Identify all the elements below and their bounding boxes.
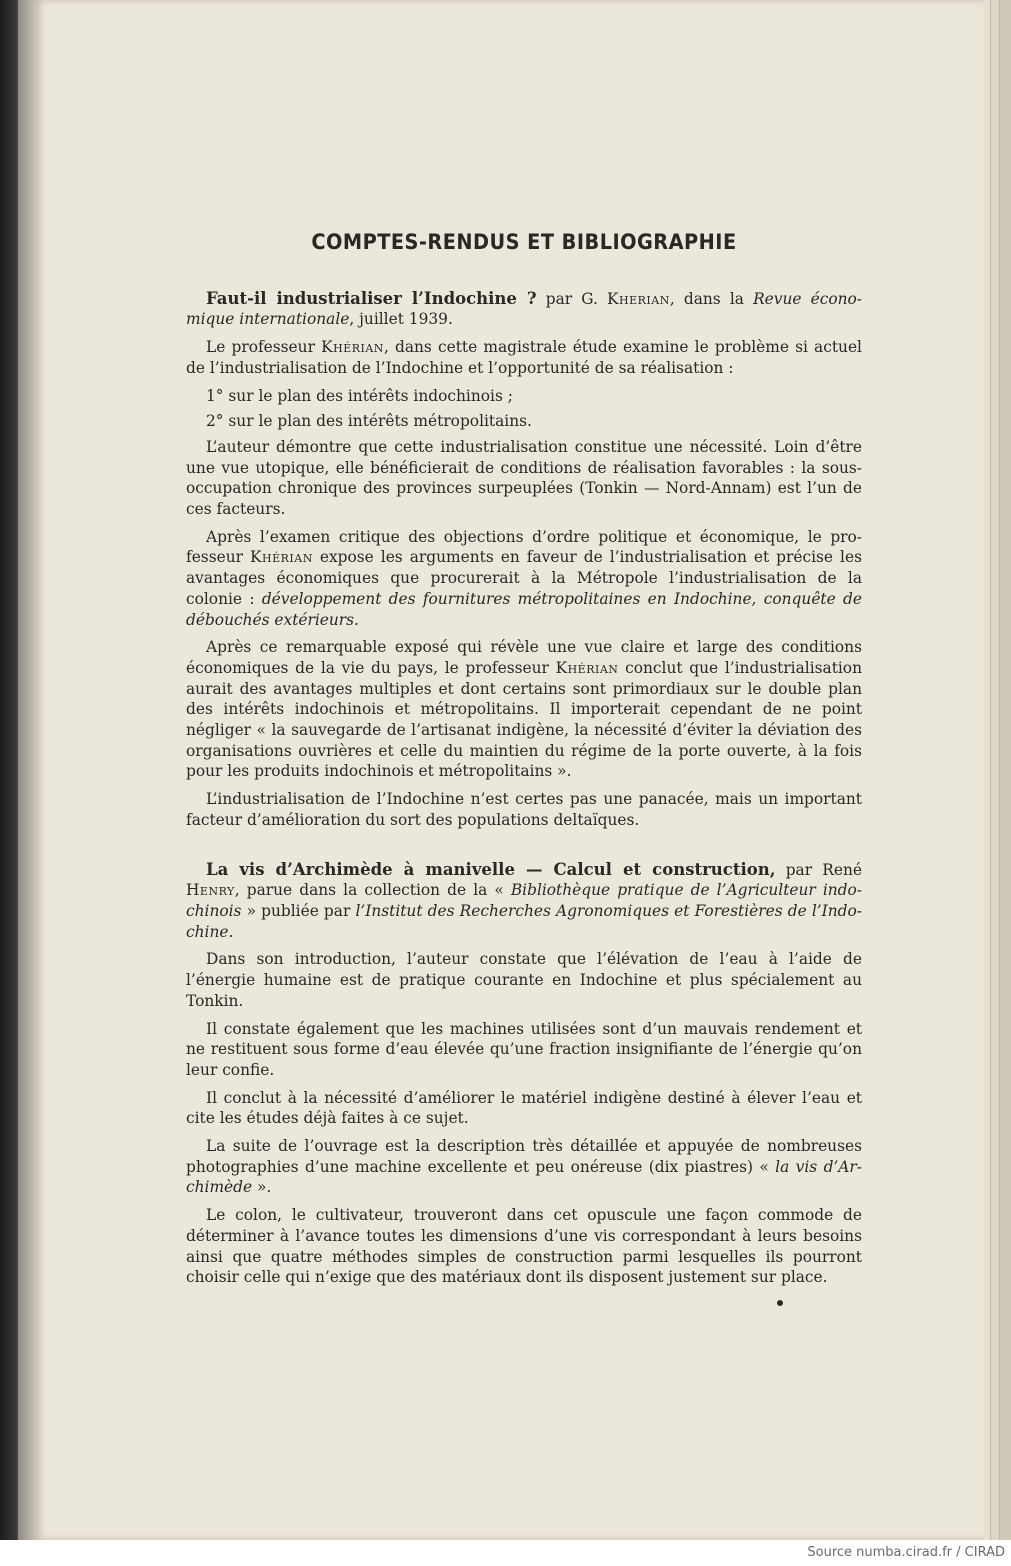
text-run: Après ce remarquable exposé qui révèle une vue claire et large des conditions économiques de la vie du pays, le professeur (186, 638, 862, 677)
review-2-paragraph: Le colon, le cultivateur, trouveront dans cet opuscule une façon commode de déterminer à l’avance toutes les dimensions d’une vis correspondant à leurs besoins ainsi que quatre méthodes simples de construction parmi lesquelles ils pourront choisir celle qui n’exige que des matériaux dont ils disposent justement sur place. (186, 1206, 862, 1287)
review-1-paragraph (186, 637, 862, 782)
review-2-title: La vis d’Archimède à manivelle — Calcul et construction, (206, 859, 776, 879)
review-1-author: Kherian (607, 289, 670, 308)
review-2-publisher: l’Institut des Recherches Agronomiques et Forestières de l’Indochine. (186, 901, 862, 941)
review-2-collection: Bibliothèque pratique de l’Agriculteur indochinois (186, 881, 862, 920)
review-1-journal: Revue économique internationale (186, 289, 862, 329)
review-2-heading (186, 860, 862, 943)
review-1-title: Faut-il industrialiser l’Indochine ? (206, 288, 537, 308)
section-spacer (186, 838, 862, 860)
text-run: La suite de l’ouvrage est la description très détaillée et appuyée de nombreuses photographies d’une machine excellente et peu onéreuse (dix piastres) « (186, 1137, 862, 1176)
text-run: » publiée par (241, 901, 356, 920)
italic-text: développement des fournitures métropolitaines en Indochine, conquête de débouchés extérieurs. (186, 589, 862, 629)
review-2-paragraph: Il constate également que les machines utilisées sont d’un mauvais rendement et ne restituent sous forme d’eau élevée qu’une fraction insignifiante de l’énergie qu’on leur confie. (186, 1019, 862, 1079)
review-1-in: , dans la (669, 289, 754, 308)
review-1-heading (186, 289, 862, 330)
list-item: 2° sur le plan des intérêts métropolitains. (206, 412, 532, 431)
text-run: expose les arguments en faveur de l’industrialisation et précise les avantages économiques que procurerait à la Métropole l’industrialisation de la colonie : (186, 548, 862, 608)
text-run: conclut que l’industrialisation aurait des avantages multiples et dont certains sont primordiaux sur le double plan des intérêts indochinois et métropolitains. Il importerait cependant de ne point négliger « la sauvegarde de l’artisanat indigène, la nécessité d’éviter la déviation des organisations ouvrières et celle du maintien du régime de la porte ouverte, à la fois pour les produits indochinois et métropolitains ». (186, 658, 862, 781)
source-credit: Source numba.cirad.fr / CIRAD (807, 1545, 1005, 1560)
list-item: 1° sur le plan des intérêts indochinois ; (206, 386, 513, 405)
review-1-by: par G. (536, 289, 608, 308)
page-title: COMPTES-RENDUS ET BIBLIOGRAPHIE (311, 230, 737, 254)
review-1-paragraph: L’industrialisation de l’Indochine n’est certes pas une panacée, mais un important facteur d’amélioration du sort des populations deltaïques. (186, 790, 862, 829)
review-1-paragraph (186, 527, 862, 631)
text-run: , parue dans la collection de la « (234, 881, 511, 900)
review-2-paragraph: Dans son introduction, l’auteur constate que l’élévation de l’eau à l’aide de l’énergie humaine est de pratique courante en Indochine et plus spécialement au Tonkin. (186, 950, 862, 1010)
review-2-by: par René (775, 860, 862, 879)
author-name: Khérian (321, 338, 384, 357)
review-2-author: Henry (186, 881, 235, 900)
text-run: , dans cette magistrale étude examine le problème si actuel de l’industrialisation de l’Indochine et l’opportunité de sa réalisation : (186, 338, 862, 377)
text-run: ». (252, 1178, 272, 1197)
page-text (186, 232, 862, 1295)
author-name: Khérian (250, 548, 313, 567)
review-2-paragraph (186, 1136, 862, 1198)
text-run: Après l’examen critique des objections d’ordre politique et économique, le professeur (186, 527, 862, 567)
review-1-paragraph (186, 337, 862, 378)
text-run: Le professeur (206, 338, 322, 357)
italic-text: la vis d’Archimède (186, 1157, 862, 1197)
page-stack-edge (999, 0, 1011, 1540)
review-2-paragraph: Il conclut à la nécessité d’améliorer le matériel indigène destiné à élever l’eau et cite les études déjà faites à ce sujet. (186, 1088, 862, 1128)
review-1-paragraph: L’auteur démontre que cette industrialisation constitue une nécessité. Loin d’être une vue utopique, elle bénéficierait de conditions de réalisation favorables : la sous-occupation chronique des provinces surpeuplées (Tonkin — Nord-Annam) est l’un de ces facteurs. (186, 437, 862, 519)
author-name: Khérian (555, 658, 619, 677)
ink-dot (777, 1300, 783, 1306)
review-1-date: , juillet 1939. (349, 310, 453, 329)
